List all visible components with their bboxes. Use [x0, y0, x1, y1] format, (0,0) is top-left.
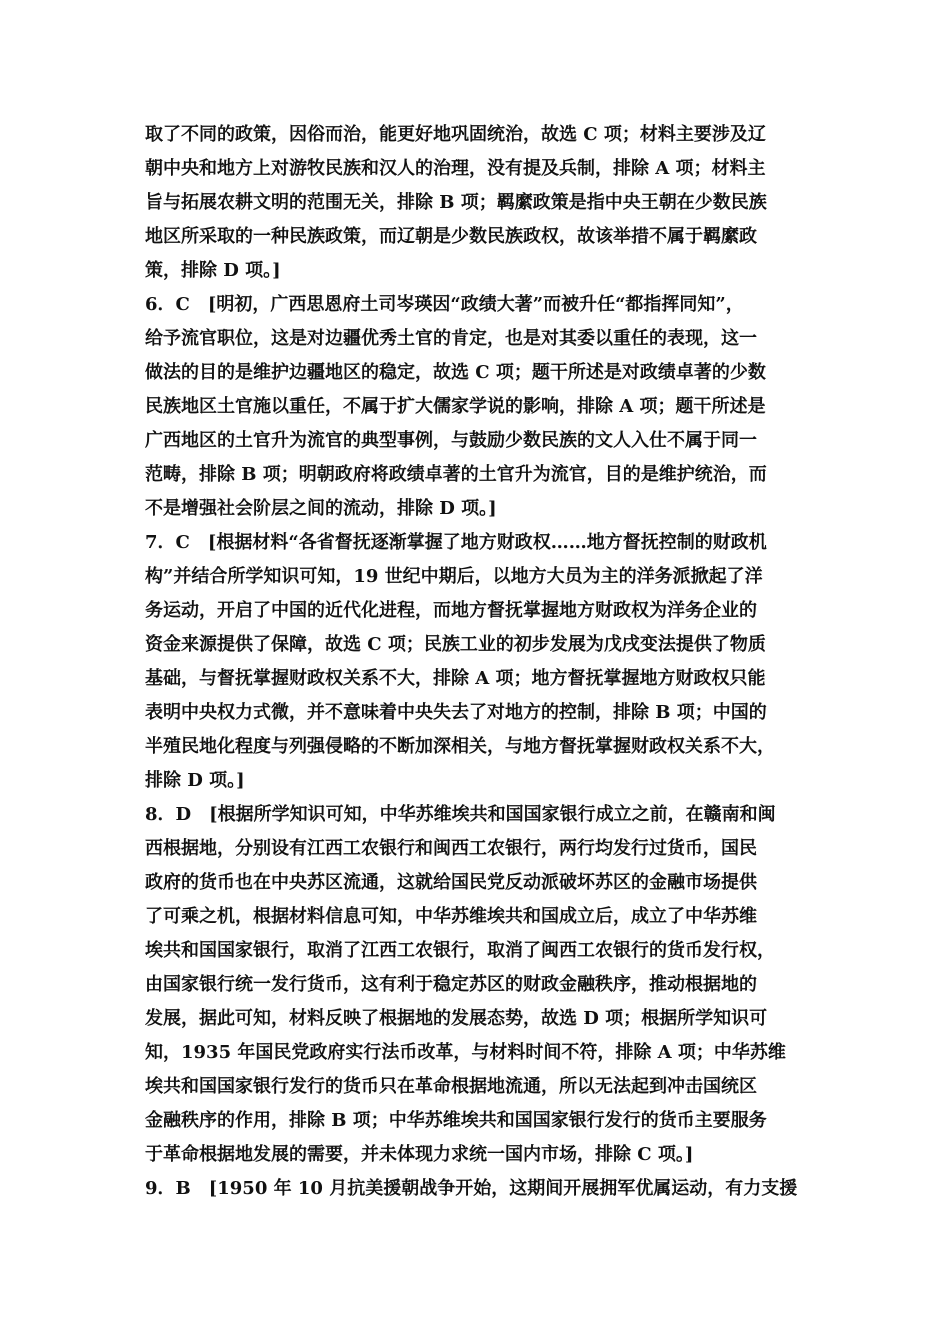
text-line: 朝中央和地方上对游牧民族和汉人的治理，没有提及兵制，排除 A 项；材料主 [145, 158, 766, 179]
text-line: 务运动，开启了中国的近代化进程，而地方督抚掌握地方财政权为洋务企业的 [145, 600, 757, 621]
text-line: 不是增强社会阶层之间的流动，排除 D 项。] [145, 498, 497, 519]
text-line: 知，1935 年国民党政府实行法币改革，与材料时间不符，排除 A 项；中华苏维 [145, 1042, 786, 1063]
text-line: 做法的目的是维护边疆地区的稳定，故选 C 项；题干所述是对政绩卓著的少数 [145, 362, 766, 383]
text-line: 旨与拓展农耕文明的范围无关，排除 B 项；羁縻政策是指中央王朝在少数民族 [145, 192, 767, 213]
answer-7-line: 7．C [根据材料“各省督抚逐渐掌握了地方财政权……地方督抚控制的财政机 [145, 532, 767, 553]
answer-6-line: 6．C [明初，广西思恩府土司岑瑛因“政绩大著”而被升任“都指挥同知”， [145, 294, 744, 315]
text-line: 金融秩序的作用，排除 B 项；中华苏维埃共和国国家银行发行的货币主要服务 [145, 1110, 767, 1131]
text-line: 策，排除 D 项。] [145, 260, 281, 281]
text-line: 埃共和国国家银行发行的货币只在革命根据地流通，所以无法起到冲击国统区 [145, 1076, 757, 1097]
text-line: 排除 D 项。] [145, 770, 245, 791]
text-line: 范畴，排除 B 项；明朝政府将政绩卓著的土官升为流官，目的是维护统治，而 [145, 464, 767, 485]
text-line: 民族地区土官施以重任，不属于扩大儒家学说的影响，排除 A 项；题干所述是 [145, 396, 766, 417]
text-line: 构”并结合所学知识可知，19 世纪中期后，以地方大员为主的洋务派掀起了洋 [145, 566, 763, 587]
text-line: 由国家银行统一发行货币，这有利于稳定苏区的财政金融秩序，推动根据地的 [145, 974, 757, 995]
text-line: 资金来源提供了保障，故选 C 项；民族工业的初步发展为戊戌变法提供了物质 [145, 634, 766, 655]
text-line: 给予流官职位，这是对边疆优秀土官的肯定，也是对其委以重任的表现，这一 [145, 328, 757, 349]
text-line: 半殖民地化程度与列强侵略的不断加深相关，与地方督抚掌握财政权关系不大， [145, 736, 775, 757]
answer-8-line: 8．D [根据所学知识可知，中华苏维埃共和国国家银行成立之前，在赣南和闽 [145, 804, 776, 825]
text-line: 取了不同的政策，因俗而治，能更好地巩固统治，故选 C 项；材料主要涉及辽 [145, 124, 766, 145]
text-line: 埃共和国国家银行，取消了江西工农银行，取消了闽西工农银行的货币发行权， [145, 940, 775, 961]
text-line: 西根据地，分别设有江西工农银行和闽西工农银行，两行均发行过货币，国民 [145, 838, 757, 859]
text-line: 表明中央权力式微，并不意味着中央失去了对地方的控制，排除 B 项；中国的 [145, 702, 767, 723]
text-line: 基础，与督抚掌握财政权关系不大，排除 A 项；地方督抚掌握地方财政权只能 [145, 668, 766, 689]
text-line: 政府的货币也在中央苏区流通，这就给国民党反动派破坏苏区的金融市场提供 [145, 872, 757, 893]
answer-9-line: 9．B [1950 年 10 月抗美援朝战争开始，这期间开展拥军优属运动，有力支援 [145, 1178, 798, 1199]
text-line: 于革命根据地发展的需要，并未体现力求统一国内市场，排除 C 项。] [145, 1144, 694, 1165]
text-line: 了可乘之机，根据材料信息可知，中华苏维埃共和国成立后，成立了中华苏维 [145, 906, 757, 927]
text-line: 广西地区的土官升为流官的典型事例，与鼓励少数民族的文人入仕不属于同一 [145, 430, 757, 451]
answer-explanations-text [145, 118, 825, 1206]
text-line: 发展，据此可知，材料反映了根据地的发展态势，故选 D 项；根据所学知识可 [145, 1008, 768, 1029]
text-line: 地区所采取的一种民族政策，而辽朝是少数民族政权，故该举措不属于羁縻政 [145, 226, 757, 247]
